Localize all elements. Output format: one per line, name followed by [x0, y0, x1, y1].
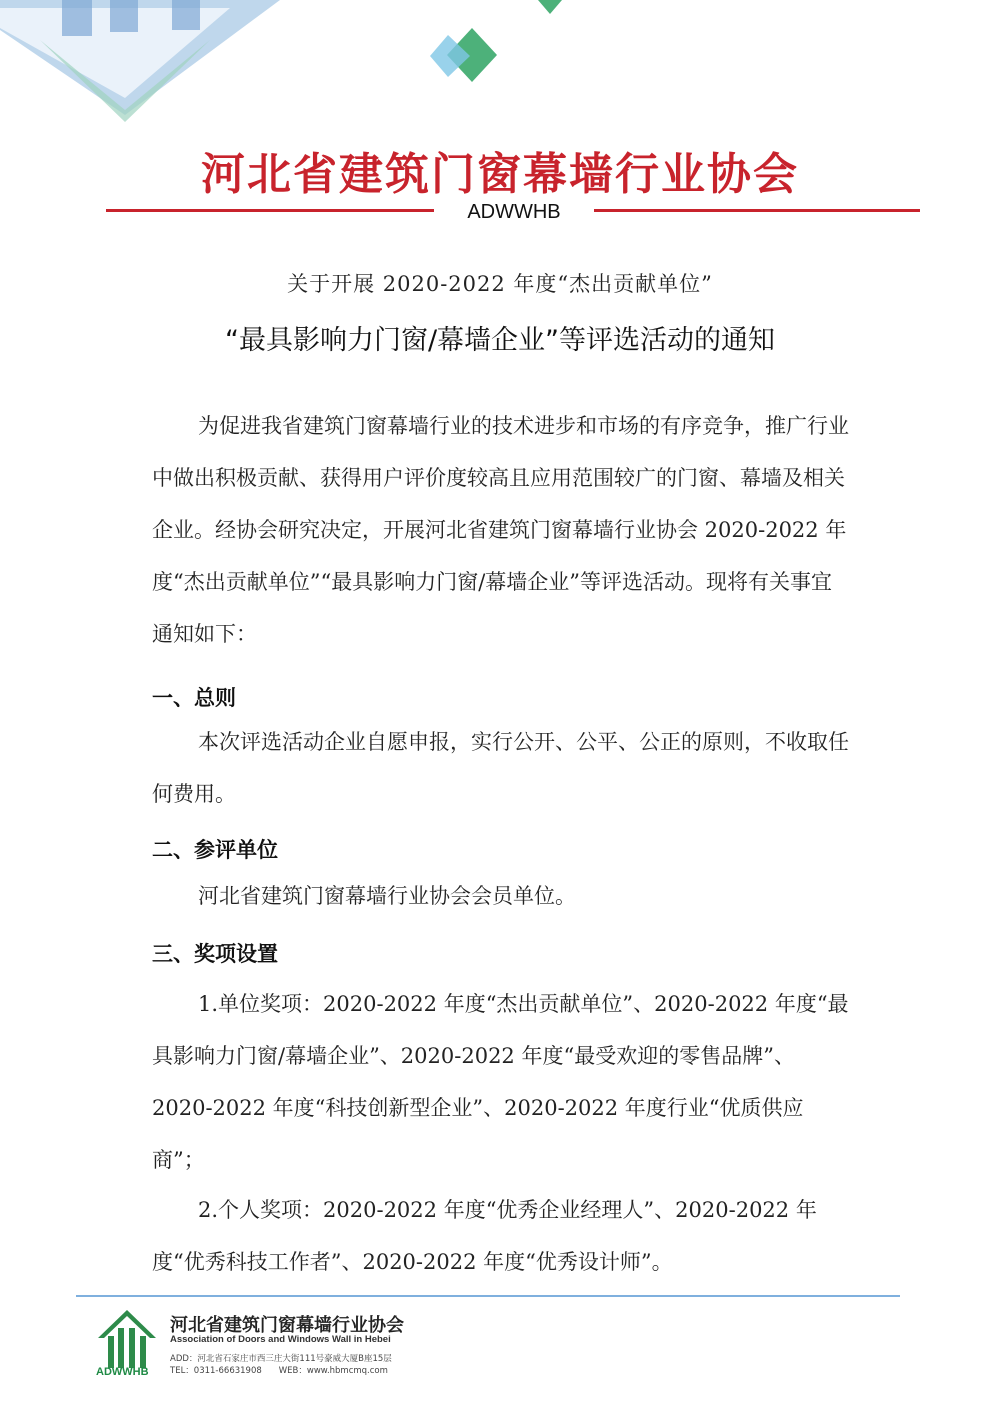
footer-contact: TEL：0311-66631908 WEB：www.hbmcmq.com [170, 1366, 388, 1376]
section-awards-individual-paragraph: 2.个人奖项：2020-2022 年度“优秀企业经理人”、2020-2022 年度“优秀科技工作者”、2020-2022 年度“优秀设计师”。 [152, 1198, 817, 1274]
footer-logo-abbreviation: ADWWHB [96, 1366, 149, 1378]
section-heading-general: 一、总则 [152, 686, 236, 710]
section-general-paragraph: 本次评选活动企业自愿申报，实行公开、公平、公正的原则，不收取任何费用。 [152, 730, 849, 806]
section-awards-unit-paragraph: 1.单位奖项：2020-2022 年度“杰出贡献单位”、2020-2022 年度“最具影响力门窗/幕墙企业”、2020-2022 年度“最受欢迎的零售品牌”、2020-2022 年度“科技创新型企业”、2020-2022 年度行业“优质供应商”； [152, 992, 849, 1172]
notice-subtitle-line1: 关于开展 2020-2022 年度“杰出贡献单位” [287, 272, 713, 296]
intro-paragraph: 为促进我省建筑门窗幕墙行业的技术进步和市场的有序竞争，推广行业中做出积极贡献、获得用户评价度较高且应用范围较广的门窗、幕墙及相关企业。经协会研究决定，开展河北省建筑门窗幕墙行业协会 2020-2022 年度“杰出贡献单位”“最具影响力门窗/幕墙企业”等评选活动。现将有关事宜通知如下： [152, 414, 849, 646]
section-heading-participants: 二、参评单位 [152, 838, 278, 862]
header-rule-left [106, 209, 434, 212]
section-heading-awards: 三、奖项设置 [152, 942, 278, 966]
section-participants-paragraph: 河北省建筑门窗幕墙行业协会会员单位。 [198, 884, 576, 908]
footer-organization-name: 河北省建筑门窗幕墙行业协会 [170, 1315, 404, 1336]
header-rule-right [594, 209, 920, 212]
organization-title: 河北省建筑门窗幕墙行业协会 [201, 149, 799, 200]
header-decoration [0, 0, 600, 140]
organization-abbreviation: ADWWHB [467, 201, 561, 223]
footer-organization-english-name: Association of Doors and Windows Wall in Hebei [170, 1334, 391, 1345]
footer-divider [76, 1295, 900, 1297]
footer-address: ADD：河北省石家庄市西三庄大街111号豪威大厦B座15层 [170, 1354, 392, 1364]
notice-subtitle-line2: “最具影响力门窗/幕墙企业”等评选活动的通知 [224, 325, 776, 356]
association-logo-icon [96, 1308, 158, 1370]
